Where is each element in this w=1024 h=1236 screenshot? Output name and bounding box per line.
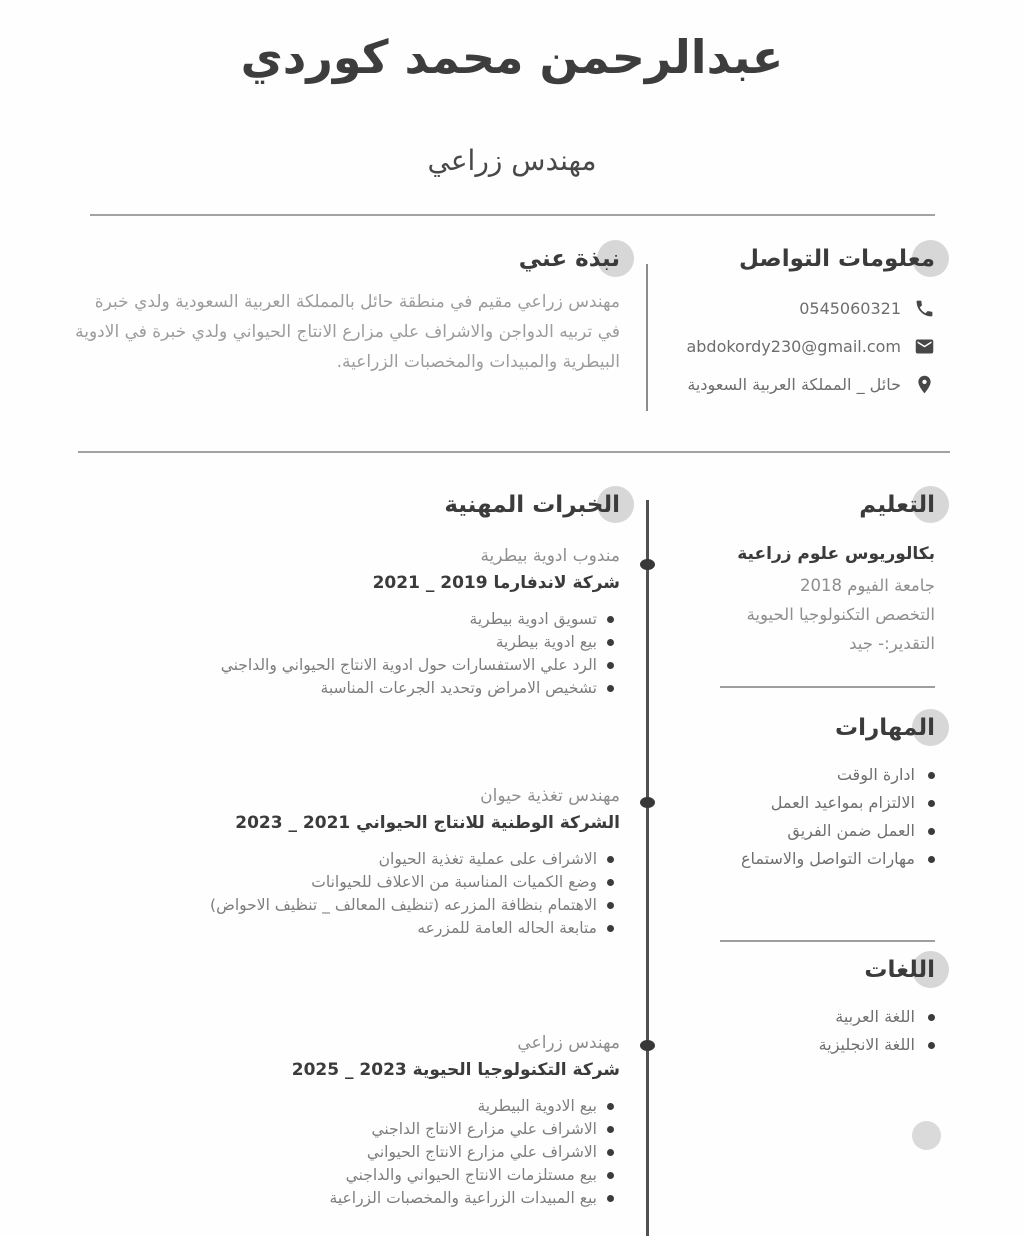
contact-location-row — [625, 374, 935, 395]
bullet-dot-icon — [607, 685, 614, 692]
location-value: حائل _ المملكة العربية السعودية — [687, 375, 901, 394]
language-item: اللغة العربية — [665, 1004, 935, 1030]
experience-entry — [72, 546, 620, 700]
job-bullet: الاشراف على عملية تغذية الحيوان — [72, 848, 614, 871]
bullet-dot-icon — [607, 856, 614, 863]
location-pin-icon — [914, 374, 935, 395]
email-icon — [914, 336, 935, 357]
bullet-dot-icon — [607, 1172, 614, 1179]
skill-item: الالتزام بمواعيد العمل — [665, 790, 935, 816]
bullet-dot-icon — [928, 772, 935, 779]
header-divider — [90, 214, 935, 216]
phone-icon — [914, 298, 935, 319]
bullet-dot-icon — [607, 1126, 614, 1133]
bullet-dot-icon — [928, 1014, 935, 1021]
contact-phone-row — [625, 298, 935, 319]
contact-rows — [625, 298, 935, 395]
person-job-title: مهندس زراعي — [427, 144, 597, 177]
job-bullet: بيع الادوية البيطرية — [72, 1095, 614, 1118]
job-role: مهندس زراعي — [517, 1033, 620, 1053]
bullet-dot-icon — [928, 800, 935, 807]
education-degree: بكالوريوس علوم زراعية — [737, 544, 935, 564]
bullet-dot-icon — [607, 662, 614, 669]
skills-section — [665, 715, 935, 874]
job-bullet-list — [72, 1095, 620, 1210]
about-text: مهندس زراعي مقيم في منطقة حائل بالمملكة العربية السعودية ولدي خبرة في تربيه الدواجن والاشراف علي مزارع الانتاج الحيواني ولدي خبرة في الادوية البيطرية والمبيدات والمخصبات الزراعية. — [75, 292, 620, 372]
about-section — [72, 246, 620, 377]
bullet-dot-icon — [607, 1195, 614, 1202]
section-divider — [78, 451, 950, 453]
education-section — [665, 492, 935, 658]
timeline-dot — [640, 1040, 655, 1051]
contact-about-divider — [646, 264, 648, 411]
phone-value: 0545060321 — [799, 299, 901, 318]
bullet-dot-icon — [607, 639, 614, 646]
job-company-dates: الشركة الوطنية للانتاج الحيواني 2021 _ 2023 — [235, 813, 620, 833]
job-bullet: بيع ادوية بيطرية — [72, 631, 614, 654]
job-bullet: تشخيص الامراض وتحديد الجرعات المناسبة — [72, 677, 614, 700]
job-bullet-list — [72, 848, 620, 940]
education-university: جامعة الفيوم 2018 — [799, 576, 935, 595]
education-details — [665, 571, 935, 658]
skill-item: مهارات التواصل والاستماع — [665, 846, 935, 872]
job-bullet: الاهتمام بنظافة المزرعه (تنظيف المعالف _ تنظيف الاحواض) — [72, 894, 614, 917]
experience-heading: الخبرات المهنية — [444, 492, 620, 518]
contact-heading: معلومات التواصل — [739, 246, 935, 272]
languages-heading: اللغات — [864, 957, 935, 983]
job-company-dates: شركة التكنولوجيا الحيوية 2023 _ 2025 — [291, 1060, 620, 1080]
job-bullet: تسويق ادوية بيطرية — [72, 608, 614, 631]
bullet-dot-icon — [928, 856, 935, 863]
contact-section — [625, 246, 935, 412]
job-bullet-list — [72, 608, 620, 700]
job-role: مندوب ادوية بيطرية — [480, 546, 620, 566]
languages-section — [665, 957, 935, 1060]
language-item: اللغة الانجليزية — [665, 1032, 935, 1058]
about-heading: نبذة عني — [519, 246, 620, 272]
timeline-line — [646, 500, 649, 1236]
job-bullet: بيع المبيدات الزراعية والمخصبات الزراعية — [72, 1187, 614, 1210]
education-major: التخصص التكنولوجيا الحيوية — [746, 605, 935, 624]
contact-email-row — [625, 336, 935, 357]
bullet-dot-icon — [607, 1103, 614, 1110]
decorative-circle — [912, 1121, 941, 1150]
bullet-dot-icon — [928, 828, 935, 835]
sidebar-divider — [720, 940, 935, 942]
bullet-dot-icon — [928, 1042, 935, 1049]
job-bullet: الاشراف علي مزارع الانتاج الداجني — [72, 1118, 614, 1141]
sidebar-divider — [720, 686, 935, 688]
bullet-dot-icon — [607, 1149, 614, 1156]
skills-heading: المهارات — [835, 715, 935, 741]
job-bullet: متابعة الحاله العامة للمزرعه — [72, 917, 614, 940]
job-bullet: الاشراف علي مزارع الانتاج الحيواني — [72, 1141, 614, 1164]
skill-item: ادارة الوقت — [665, 762, 935, 788]
person-name: عبدالرحمن محمد كوردي — [240, 30, 784, 84]
job-bullet: الرد علي الاستفسارات حول ادوية الانتاج الحيواني والداجني — [72, 654, 614, 677]
experience-entry — [72, 1033, 620, 1210]
bullet-dot-icon — [607, 879, 614, 886]
languages-list — [665, 1004, 935, 1058]
bullet-dot-icon — [607, 925, 614, 932]
bullet-dot-icon — [607, 902, 614, 909]
skills-list — [665, 762, 935, 872]
job-bullet: بيع مستلزمات الانتاج الحيواني والداجني — [72, 1164, 614, 1187]
email-value: abdokordy230@gmail.com — [686, 337, 901, 356]
timeline-dot — [640, 797, 655, 808]
education-heading: التعليم — [859, 492, 935, 518]
job-role: مهندس تغذية حيوان — [480, 786, 620, 806]
job-bullet: وضع الكميات المناسبة من الاعلاف للحيوانات — [72, 871, 614, 894]
job-company-dates: شركة لاندفارما 2019 _ 2021 — [372, 573, 620, 593]
bullet-dot-icon — [607, 616, 614, 623]
education-grade: التقدير:- جيد — [849, 634, 935, 653]
experience-entry — [72, 786, 620, 940]
skill-item: العمل ضمن الفريق — [665, 818, 935, 844]
timeline-dot — [640, 559, 655, 570]
experience-section — [444, 492, 620, 518]
